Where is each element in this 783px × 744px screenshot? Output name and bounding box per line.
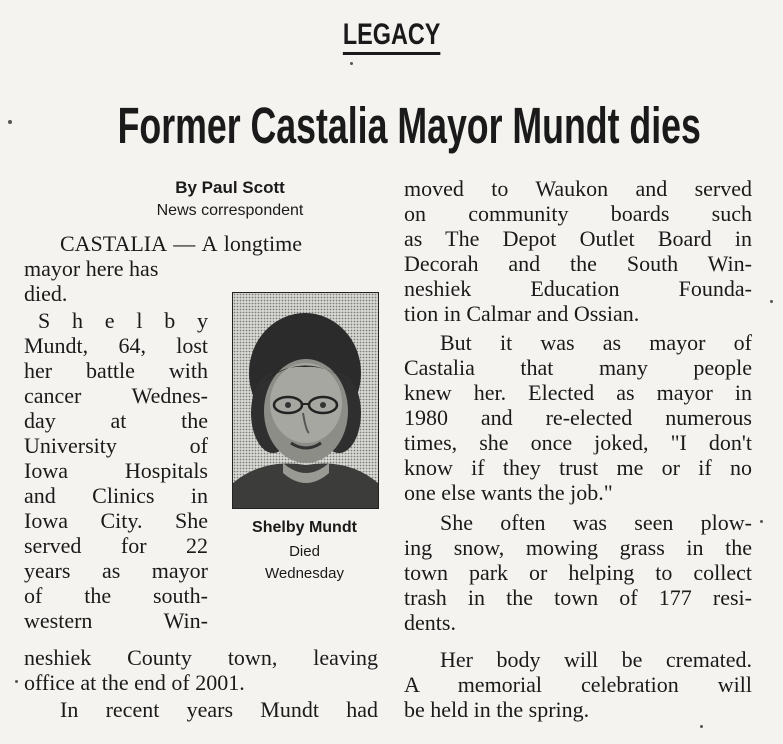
right-line-16: trash in the town of 177 resi- — [404, 585, 752, 610]
photo-caption-line1: Died — [289, 543, 320, 560]
left-line-10: and Clinics in — [24, 483, 208, 508]
right-line-0: moved to Waukon and served — [404, 176, 752, 201]
photo-caption-name: Shelby Mundt — [252, 519, 357, 536]
right-line-14: ing snow, mowing grass in the — [404, 535, 752, 560]
right-line-19: A memorial celebration will — [404, 672, 752, 697]
left-line-16: neshiek County town, leaving — [24, 645, 378, 670]
right-line-6: But it was as mayor of — [440, 330, 752, 355]
byline-title: News correspondent — [156, 202, 304, 219]
right-line-17: dents. — [404, 610, 456, 635]
left-line-9: Iowa Hospitals — [24, 458, 208, 483]
right-line-18: Her body will be cremated. — [440, 647, 752, 672]
right-line-4: neshiek Education Founda- — [404, 276, 752, 301]
left-line-4: Mundt, 64, lost — [24, 333, 208, 358]
left-line-5: her battle with — [24, 358, 208, 383]
section-label-text: LEGACY — [343, 18, 441, 55]
headline: Former Castalia Mayor Mundt dies — [117, 97, 701, 154]
left-line-11: Iowa City. She — [24, 508, 208, 533]
scan-speck — [700, 725, 703, 728]
portrait-photo — [232, 292, 379, 509]
left-line-18: In recent years Mundt had — [60, 697, 378, 722]
photo-caption-line2: Wednesday — [265, 565, 344, 582]
left-line-12: served for 22 — [24, 533, 208, 558]
left-line-0: CASTALIA — A longtime — [60, 231, 302, 256]
byline: By Paul Scott — [175, 178, 285, 197]
right-line-9: 1980 and re-elected numerous — [404, 405, 752, 430]
left-line-14: of the south- — [24, 583, 208, 608]
scan-speck — [760, 520, 763, 523]
right-line-7: Castalia that many people — [404, 355, 752, 380]
right-line-13: She often was seen plow- — [440, 510, 752, 535]
portrait-image — [233, 293, 378, 508]
right-line-5: tion in Calmar and Ossian. — [404, 301, 640, 326]
right-line-12: one else wants the job." — [404, 480, 613, 505]
left-line-8: University of — [24, 433, 208, 458]
left-line-17: office at the end of 2001. — [24, 670, 245, 695]
scan-speck — [15, 680, 18, 683]
right-line-8: knew her. Elected as mayor in — [404, 380, 752, 405]
left-line-13: years as mayor — [24, 558, 208, 583]
left-line-15: western Win- — [24, 608, 208, 633]
right-line-20: be held in the spring. — [404, 697, 590, 722]
section-label — [86, 18, 697, 52]
left-line-7: day at the — [24, 408, 208, 433]
left-line-3: S h e l b y — [38, 308, 208, 333]
left-line-2: died. — [24, 281, 68, 306]
right-line-11: know if they trust me or if no — [404, 455, 752, 480]
right-line-2: as The Depot Outlet Board in — [404, 226, 752, 251]
right-line-3: Decorah and the South Win- — [404, 251, 752, 276]
left-line-1: mayor here has — [24, 256, 159, 281]
scan-speck — [770, 300, 773, 303]
right-line-1: on community boards such — [404, 201, 752, 226]
left-line-6: cancer Wednes- — [24, 383, 208, 408]
scan-speck — [350, 62, 353, 65]
right-line-15: town park or helping to collect — [404, 560, 752, 585]
scan-speck — [8, 120, 12, 124]
right-line-10: times, she once joked, "I don't — [404, 430, 752, 455]
